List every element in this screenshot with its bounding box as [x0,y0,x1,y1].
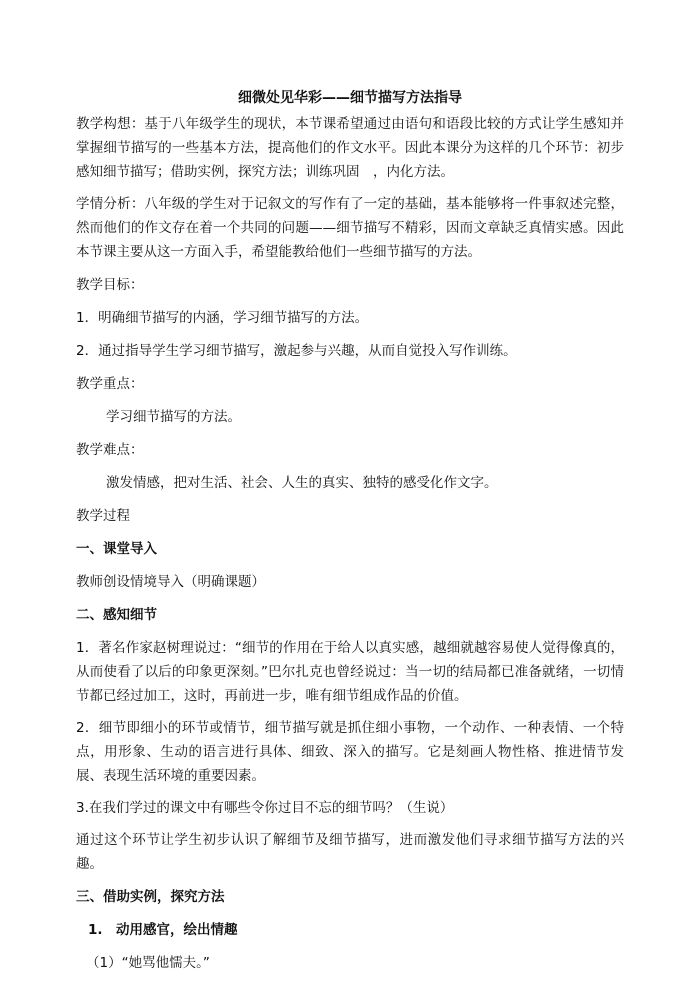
section-2-paragraph-1: 1．著名作家赵树理说过：“细节的作用在于给人以真实感，越细就越容易使人觉得像真的，从而使看了以后的印象更深刻。”巴尔扎克也曾经说过：当一切的结局都已准备就绪，一切情节都已经过加工，这时，再前进一步，唯有细节组成作品的价值。 [76,640,624,704]
teaching-focus-text: 学习细节描写的方法。 [106,409,241,425]
section-2-heading: 二、感知细节 [76,607,157,623]
teaching-difficulty-text: 激发情感，把对生活、社会、人生的真实、独特的感受化作文字。 [106,475,498,491]
teaching-difficulty-label: 教学难点： [76,442,144,458]
document-body [76,86,624,975]
teaching-focus-label: 教学重点： [76,376,144,392]
section-3-heading: 三、借助实例，探究方法 [76,889,225,905]
goal-item-1: 1．明确细节描写的内涵，学习细节描写的方法。 [76,310,369,326]
section-1-text: 教师创设情境导入（明确课题） [76,574,265,590]
goal-item-2: 2．通过指导学生学习细节描写，激起参与兴趣，从而自觉投入写作训练。 [76,343,517,359]
section-3-subheading-1: 1. 动用感官，绘出情趣 [88,922,238,938]
teaching-process-label: 教学过程 [76,508,130,524]
section-1-heading: 一、课堂导入 [76,541,157,557]
teaching-goals-label: 教学目标： [76,277,144,293]
student-analysis-paragraph: 学情分析：八年级的学生对于记叙文的写作有了一定的基础，基本能够将一件事叙述完整，然而他们的作文存在着一个共同的问题——细节描写不精彩，因而文章缺乏真情实感。因此本节课主要从这一方面入手，希望能教给他们一些细节描写的方法。 [76,196,624,260]
document-title: 细微处见华彩——细节描写方法指导 [238,90,462,106]
teaching-design-paragraph: 教学构想：基于八年级学生的现状，本节课希望通过由语句和语段比较的方式让学生感知并掌握细节描写的一些基本方法，提高他们的作文水平。因此本课分为这样的几个环节：初步感知细节描写；借助实例，探究方法；训练巩固 ，内化方法。 [76,116,624,180]
section-3-example-1: （1）“她骂他懦夫。” [86,955,210,971]
section-2-paragraph-3: 3.在我们学过的课文中有哪些令你过目不忘的细节吗？（生说） [76,800,454,816]
section-2-paragraph-4: 通过这个环节让学生初步认识了解细节及细节描写，进而激发他们寻求细节描写方法的兴趣。 [76,832,624,872]
section-2-paragraph-2: 2．细节即细小的环节或情节，细节描写就是抓住细小事物，一个动作、一种表情、一个特点，用形象、生动的语言进行具体、细致、深入的描写。它是刻画人物性格、推进情节发展、表现生活环境的重要因素。 [76,720,624,784]
